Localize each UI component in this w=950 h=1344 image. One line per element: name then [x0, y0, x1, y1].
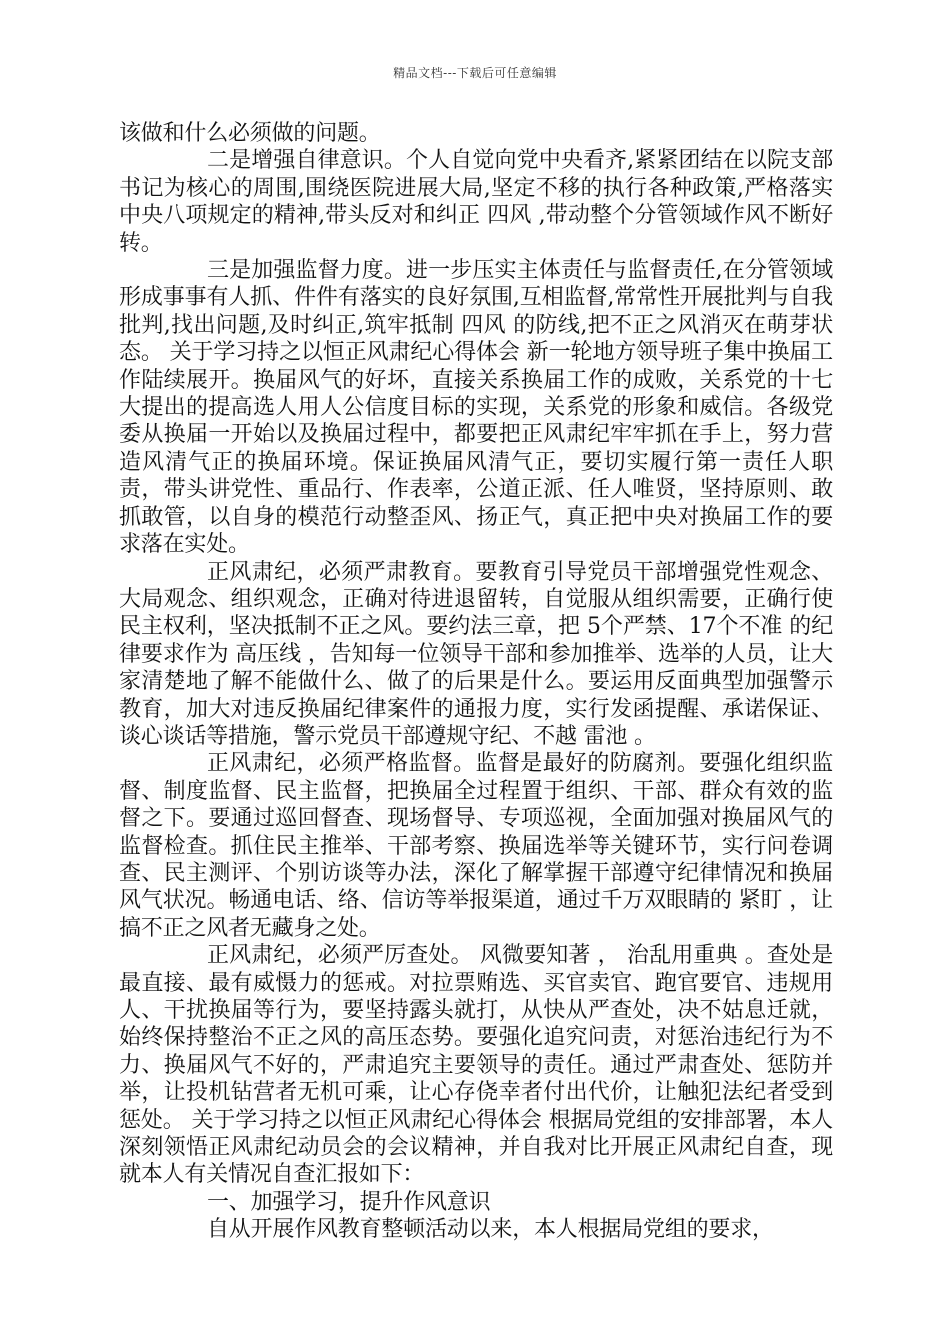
paragraph: 自从开展作风教育整顿活动以来，本人根据局党组的要求，: [207, 1217, 774, 1243]
paragraph: 该做和什么必须做的问题。: [119, 121, 381, 146]
paragraph: 二是增强自律意识。个人自觉向党中央看齐,紧紧团结在以院支部书记为核心的周围,围绕医院进展大局,坚定不移的执行各种政策,严格落实中央八项规定的精神,带头反对和纠正 四风 ,带动整个分管领域作风不断好转。: [119, 148, 833, 256]
section-heading: 一、加强学习，提升作风意识: [207, 1189, 491, 1215]
page-header: 精品文档---下载后可任意编辑: [393, 66, 557, 80]
document-body: [119, 120, 833, 1244]
paragraph: 三是加强监督力度。进一步压实主体责任与监督责任,在分管领域形成事事有人抓、件件有落实的良好氛围,互相监督,常常性开展批判与自我批判,找出问题,及时纠正,筑牢抵制 四风 的防线,把不正之风消灭在萌芽状态。 关于学习持之以恒正风肃纪心得体会 新一轮地方领导班子集中换届工作陆续展开。换届风气的好坏，直接关系换届工作的成败，关系党的十七大提出的提高选人用人公信度目标的实现，关系党的形象和威信。各级党委从换届一开始以及换届过程中，都要把正风肃纪牢牢抓在手上，努力营造风清气正的换届环境。保证换届风清气正，要切实履行第一责任人职责，带头讲党性、重品行、作表率，公道正派、任人唯贤，坚持原则、敢抓敢管，以自身的模范行动整歪风、扬正气，真正把中央对换届工作的要求落在实处。: [119, 258, 833, 558]
paragraph: 正风肃纪，必须严格监督。监督是最好的防腐剂。要强化组织监督、制度监督、民主监督，把换届全过程置于组织、干部、群众有效的监督之下。要通过巡回督查、现场督导、专项巡视，全面加强对换届风气的监督检查。抓住民主推举、干部考察、换届选举等关键环节，实行问卷调查、民主测评、个别访谈等办法，深化了解掌握干部遵守纪律情况和换届风气状况。畅通电话、络、信访等举报渠道，通过千万双眼睛的 紧盯 ，让搞不正之风者无藏身之处。: [119, 751, 833, 941]
paragraph: 正风肃纪，必须严厉查处。 风微要知著 ， 治乱用重典 。查处是最直接、最有威慑力的惩戒。对拉票贿选、买官卖官、跑官要官、违规用人、干扰换届等行为，要坚持露头就打，从快从严查处，决不姑息迁就，始终保持整治不正之风的高压态势。要强化追究问责，对惩治违纪行为不力、换届风气不好的，严肃追究主要领导的责任。通过严肃查处、惩防并举，让投机钻营者无机可乘，让心存侥幸者付出代价，让触犯法纪者受到惩处。 关于学习持之以恒正风肃纪心得体会 根据局党组的安排部署，本人深刻领悟正风肃纪动员会的会议精神，并自我对比开展正风肃纪自查，现就本人有关情况自查汇报如下：: [119, 943, 833, 1188]
paragraph: 正风肃纪，必须严肃教育。要教育引导党员干部增强党性观念、大局观念、组织观念，正确对待进退留转，自觉服从组织需要，正确行使民主权利，坚决抵制不正之风。要约法三章，把 5个严禁、17个不准 的纪律要求作为 高压线 ，告知每一位领导干部和参加推举、选举的人员，让大家清楚地了解不能做什么、做了的后果是什么。要运用反面典型加强警示教育，加大对违反换届纪律案件的通报力度，实行发函提醒、承诺保证、谈心谈话等措施，警示党员干部遵规守纪、不越 雷池 。: [119, 559, 833, 749]
